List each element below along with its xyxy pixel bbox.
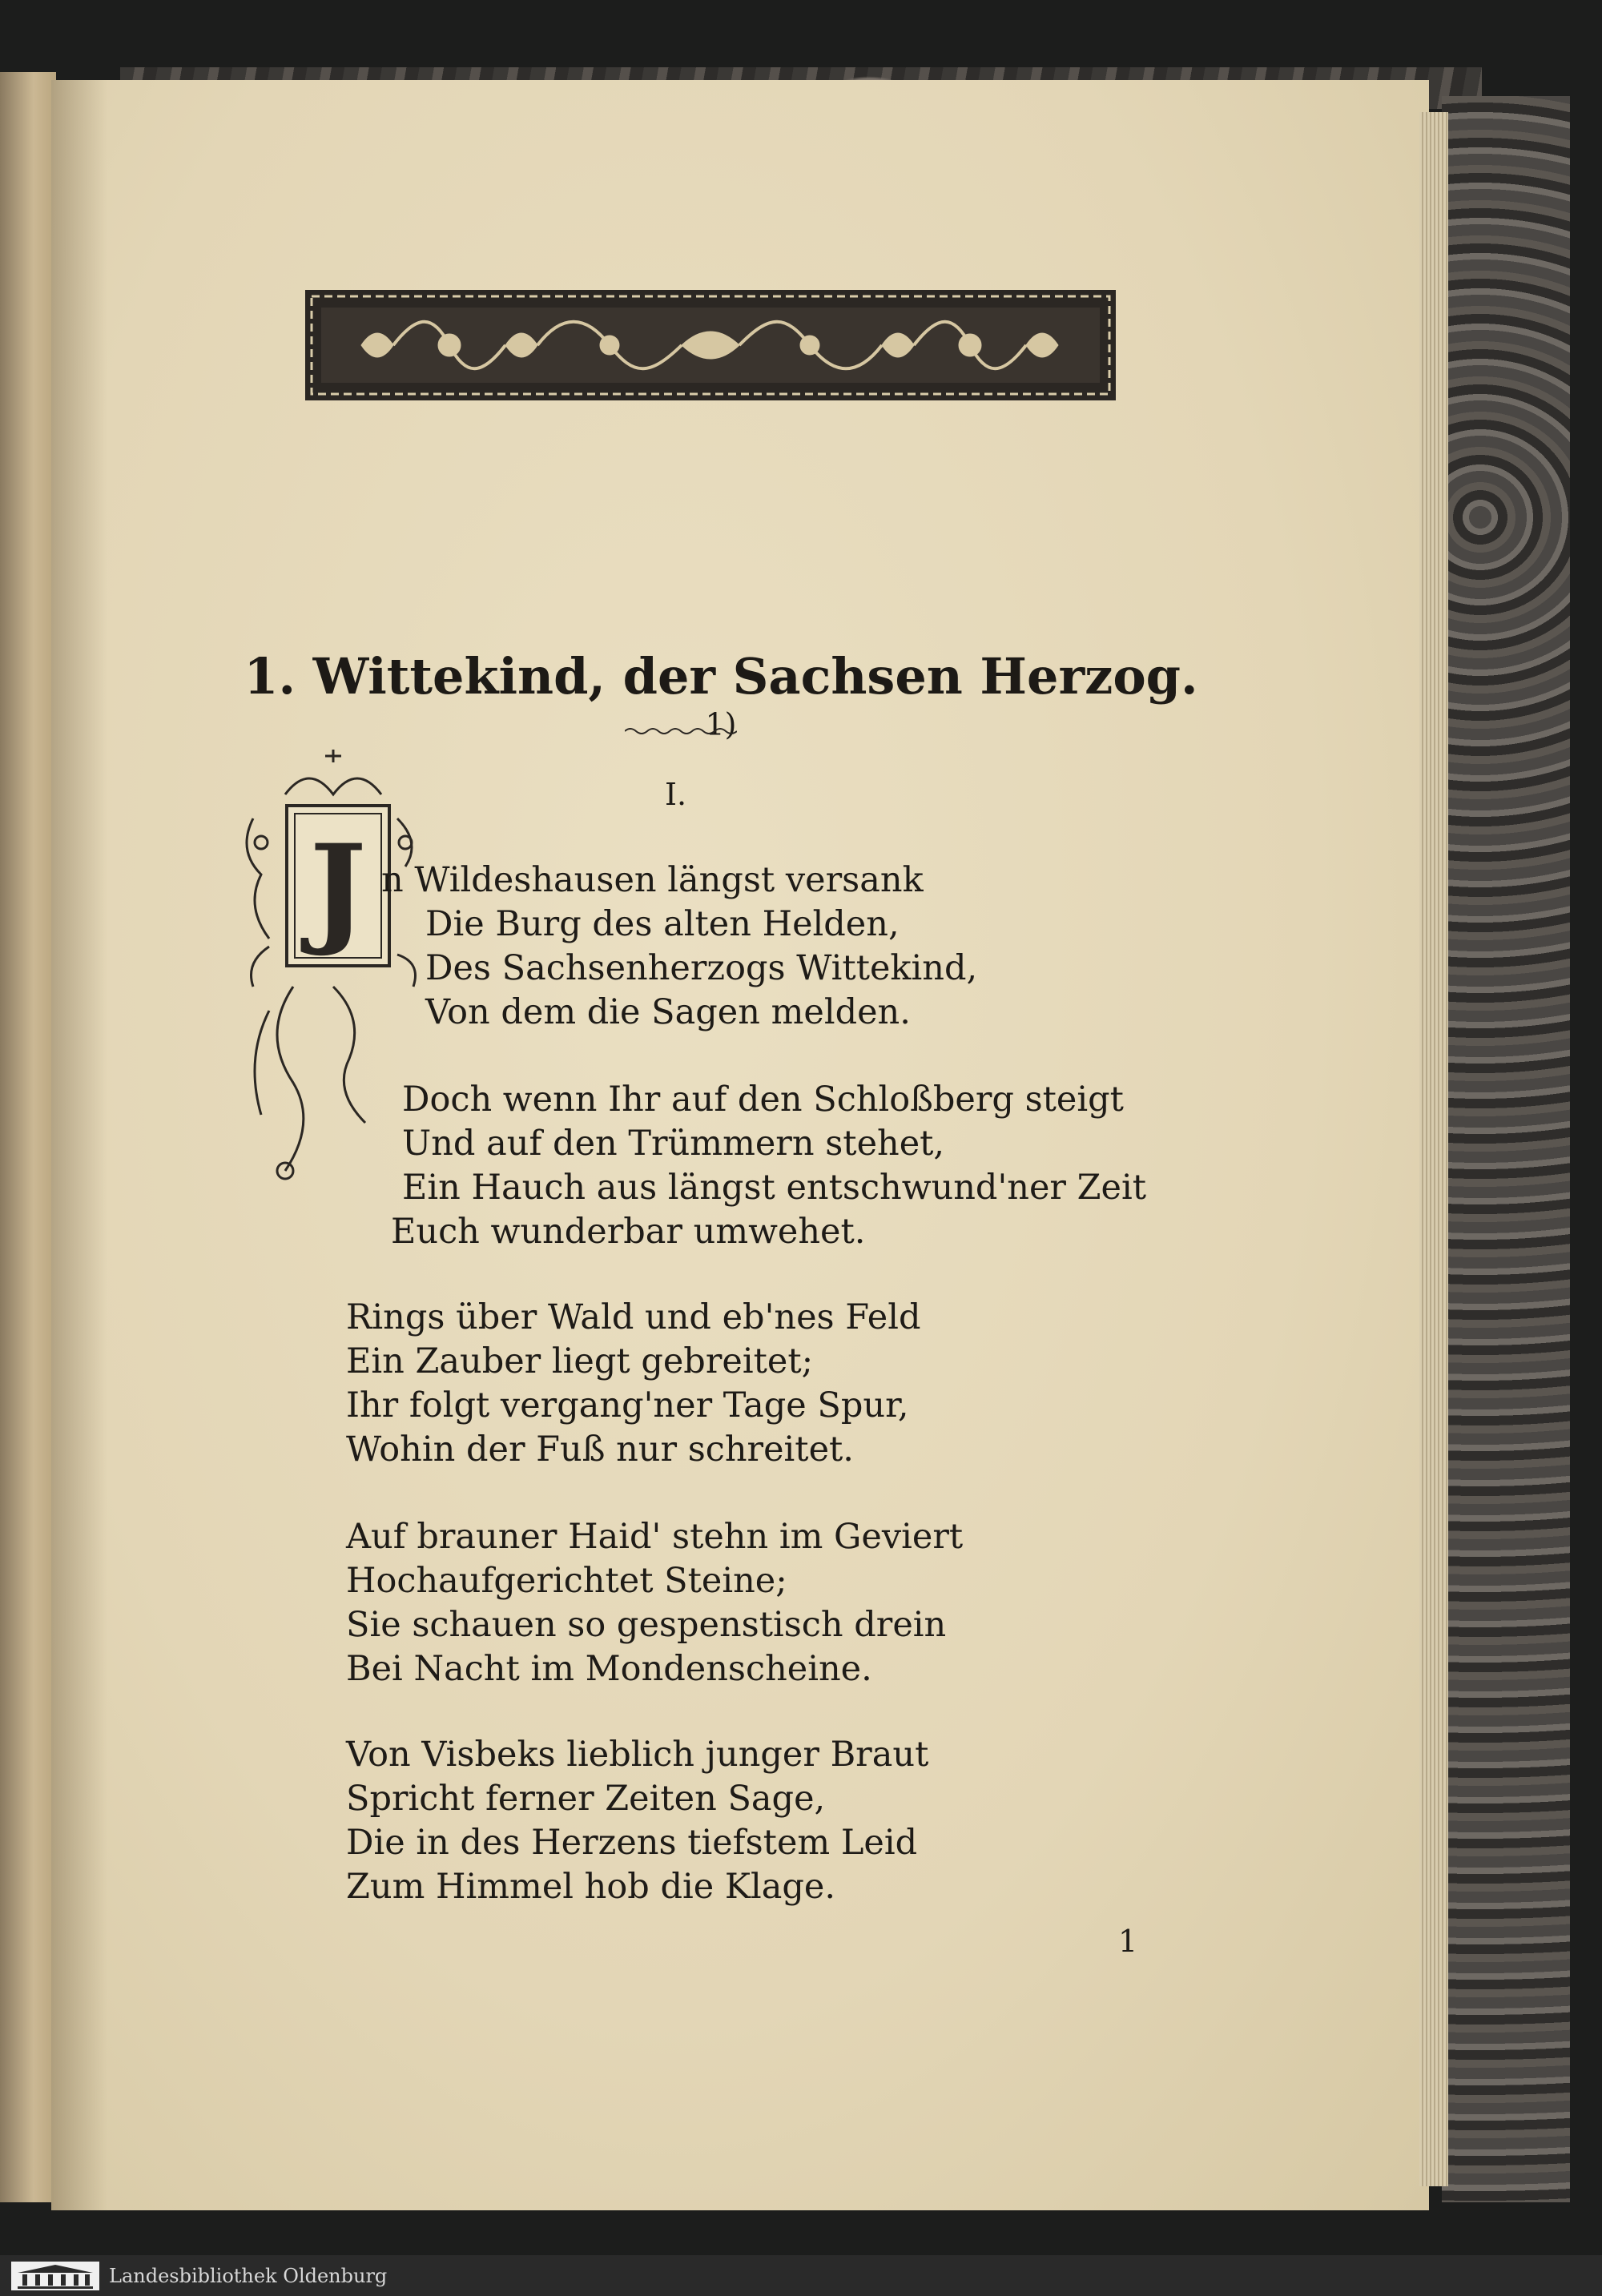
page-number: 1 [1118, 1924, 1138, 1959]
verse-line: Doch wenn Ihr auf den Schloßberg steigt [402, 1080, 1124, 1120]
verse-line: Die in des Herzens tiefstem Leid [346, 1823, 918, 1863]
stanza-5 [346, 1733, 928, 1909]
verse-line: Hochaufgerichtet Steine; [346, 1561, 787, 1601]
verse-line: Zum Himmel hob die Klage. [346, 1867, 836, 1907]
library-footer-bar [0, 2255, 1602, 2296]
left-book-leaf [0, 72, 56, 2202]
poem-title: 1. Wittekind, der Sachsen Herzog. $^{1)}$ [244, 647, 1198, 742]
library-name: Landesbibliothek Oldenburg [109, 2265, 388, 2287]
verse-line: Euch wunderbar umwehet. [391, 1212, 866, 1252]
page-stack-edge [1419, 112, 1448, 2186]
header-ornament [305, 290, 1116, 400]
verse-line: Von Visbeks lieblich junger Braut [346, 1735, 929, 1775]
initial-letter: J [309, 818, 367, 959]
verse-line: Und auf den Trümmern stehet, [402, 1124, 945, 1164]
verse-line: Ein Hauch aus längst entschwund'ner Zeit [402, 1168, 1146, 1208]
page-gutter-shadow [51, 80, 107, 2210]
title-divider [625, 726, 737, 737]
verse-line: Sie schauen so gespenstisch drein [346, 1605, 947, 1645]
verse-line: n Wildeshausen längst versank [381, 860, 924, 900]
verse-line: Ein Zauber liegt gebreitet; [346, 1341, 814, 1381]
part-numeral: I. [665, 777, 687, 812]
stanza-4 [346, 1515, 963, 1691]
stanza-2 [391, 1078, 1146, 1254]
verse-line: Rings über Wald und eb'nes Feld [346, 1297, 921, 1337]
footnote-marker: 1) [705, 706, 737, 742]
verse-line: Ihr folgt vergang'ner Tage Spur, [346, 1385, 909, 1425]
marbled-cover-right [1442, 96, 1570, 2202]
verse-line: Auf brauner Haid' stehn im Geviert [346, 1517, 964, 1557]
verse-line: Des Sachsenherzogs Wittekind, [425, 948, 978, 988]
verse-line: Die Burg des alten Helden, [425, 904, 900, 944]
stanza-1 [381, 858, 977, 1035]
library-building-icon [11, 2262, 99, 2290]
stanza-3 [346, 1296, 920, 1472]
verse-line: Wohin der Fuß nur schreitet. [346, 1429, 854, 1470]
verse-line: Von dem die Sagen melden. [425, 992, 911, 1032]
verse-line: Spricht ferner Zeiten Sage, [346, 1779, 826, 1819]
verse-line: Bei Nacht im Mondenscheine. [346, 1649, 872, 1689]
